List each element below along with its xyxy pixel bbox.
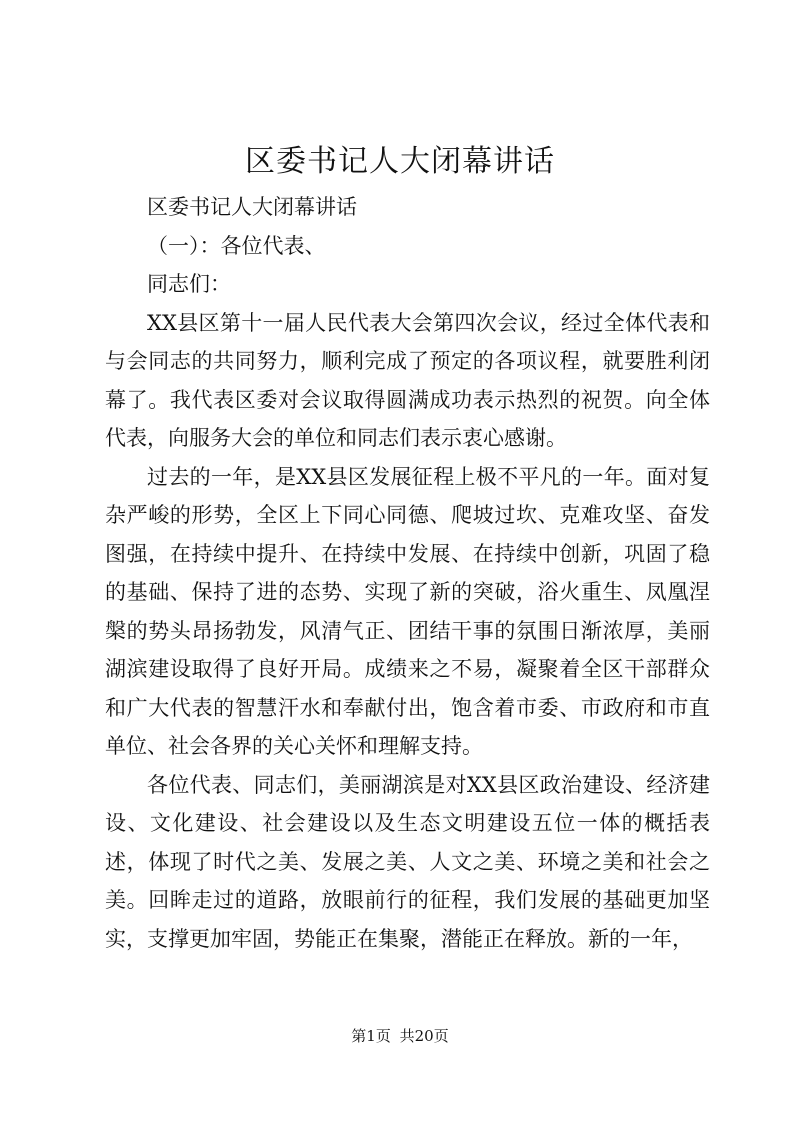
paragraph-subtitle: 区委书记人大闭幕讲话 (147, 195, 357, 219)
page-number: 第1页 (351, 1027, 391, 1045)
paragraph-body: 各位代表、同志们，美丽湖滨是对XX县区政治建设、经济建设、文化建设、社会建设以及生态文明建设五位一体的概括表述，体现了时代之美、发展之美、人文之美、环境之美和社会之美。回眸走过的道路，放眼前行的征程，我们发展的基础更加坚实，支撑更加牢固，势能正在集聚，潜能正在释放。新的一年， (105, 772, 710, 951)
document-body (105, 188, 710, 958)
paragraph-heading: （一）：各位代表、 (147, 233, 326, 258)
paragraph-body: XX县区第十一届人民代表大会第四次会议，经过全体代表和与会同志的共同努力，顺利完成了预定的各项议程，就要胜利闭幕了。我代表区委对会议取得圆满成功表示热烈的祝贺。向全体代表，向服务大会的单位和同志们表示衷心感谢。 (105, 310, 710, 450)
document-title: 区委书记人大闭幕讲话 (245, 144, 555, 179)
paragraph-salutation: 同志们： (147, 272, 231, 296)
page-total: 共20页 (399, 1027, 449, 1045)
paragraph-body: 过去的一年，是XX县区发展征程上极不平凡的一年。面对复杂严峻的形势，全区上下同心同德、爬坡过坎、克难攻坚、奋发图强，在持续中提升、在持续中发展、在持续中创新，巩固了稳的基础、保持了进的态势、实现了新的突破，浴火重生、凤凰涅槃的势头昂扬勃发，风清气正、团结干事的氛围日渐浓厚，美丽湖滨建设取得了良好开局。成绩来之不易，凝聚着全区干部群众和广大代表的智慧汗水和奉献付出，饱含着市委、市政府和市直单位、社会各界的关心关怀和理解支持。 (105, 464, 710, 758)
page-footer (0, 1026, 800, 1046)
